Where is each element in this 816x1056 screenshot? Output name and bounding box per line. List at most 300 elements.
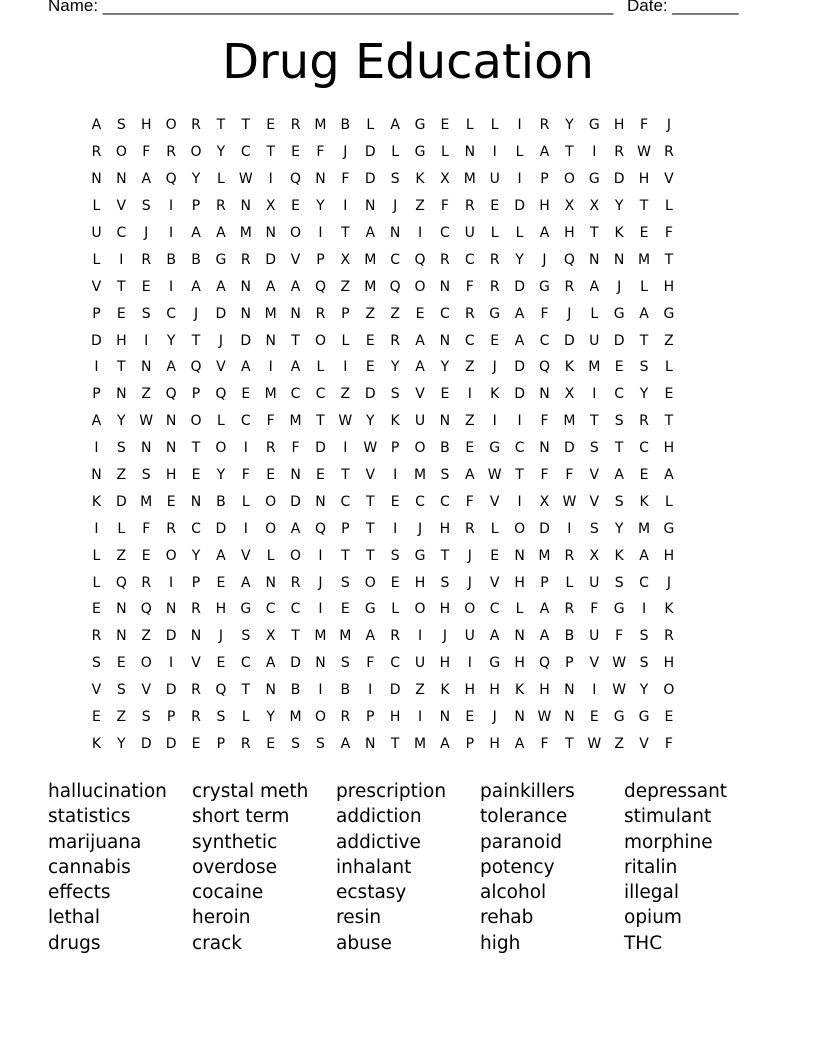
grid-letter[interactable]: R — [240, 735, 251, 752]
grid-letter[interactable]: P — [465, 735, 475, 752]
grid-letter[interactable]: R — [464, 198, 475, 215]
grid-letter[interactable]: G — [414, 144, 426, 161]
grid-letter[interactable]: G — [240, 601, 252, 618]
grid-letter[interactable]: J — [318, 574, 323, 591]
grid-letter[interactable]: A — [465, 467, 475, 484]
grid-letter[interactable]: W — [238, 171, 253, 188]
grid-letter[interactable]: E — [465, 709, 475, 726]
grid-letter[interactable]: Y — [515, 251, 524, 268]
grid-letter[interactable]: H — [439, 655, 451, 672]
grid-letter[interactable]: E — [589, 709, 599, 726]
grid-letter[interactable]: Z — [465, 359, 475, 376]
grid-letter[interactable]: I — [517, 117, 522, 134]
grid-letter[interactable]: N — [190, 493, 202, 510]
grid-letter[interactable]: I — [268, 171, 273, 188]
grid-letter[interactable]: N — [116, 628, 127, 645]
grid-letter[interactable]: E — [266, 735, 276, 752]
grid-letter[interactable]: A — [365, 628, 376, 645]
grid-letter[interactable]: N — [290, 305, 301, 322]
grid-letter[interactable]: X — [265, 628, 276, 645]
grid-letter[interactable]: D — [165, 682, 177, 699]
grid-letter[interactable]: O — [190, 144, 202, 161]
grid-letter[interactable]: Q — [165, 386, 177, 403]
grid-letter[interactable]: F — [540, 413, 549, 430]
grid-letter[interactable]: P — [191, 198, 201, 215]
grid-letter[interactable]: L — [515, 144, 524, 161]
grid-letter[interactable]: Q — [215, 682, 227, 699]
grid-letter[interactable]: Y — [614, 198, 624, 215]
grid-letter[interactable]: I — [417, 628, 423, 645]
grid-letter[interactable]: I — [243, 440, 248, 457]
grid-letter[interactable]: A — [340, 735, 351, 752]
grid-letter[interactable]: H — [489, 735, 500, 752]
grid-letter[interactable]: S — [340, 574, 350, 591]
grid-letter[interactable]: D — [115, 493, 127, 510]
grid-letter[interactable]: F — [664, 735, 673, 752]
grid-letter[interactable]: H — [514, 655, 525, 672]
grid-letter[interactable]: J — [467, 547, 472, 564]
grid-letter[interactable]: K — [390, 413, 400, 430]
grid-letter[interactable]: R — [539, 117, 550, 134]
grid-letter[interactable]: B — [290, 682, 301, 699]
grid-letter[interactable]: M — [239, 225, 252, 241]
grid-letter[interactable]: Y — [565, 117, 574, 134]
grid-letter[interactable]: K — [564, 359, 574, 376]
grid-letter[interactable]: E — [340, 601, 350, 618]
grid-letter[interactable]: L — [665, 359, 673, 376]
grid-letter[interactable]: B — [564, 628, 575, 645]
grid-letter[interactable]: N — [190, 628, 202, 645]
grid-letter[interactable]: X — [265, 198, 276, 215]
grid-letter[interactable]: P — [540, 171, 549, 188]
grid-letter[interactable]: I — [592, 144, 597, 161]
grid-letter[interactable]: E — [490, 547, 500, 564]
grid-letter[interactable]: N — [290, 467, 301, 484]
grid-letter[interactable]: L — [92, 574, 101, 591]
grid-letter[interactable]: C — [440, 225, 450, 241]
grid-letter[interactable]: J — [617, 278, 622, 295]
grid-letter[interactable]: P — [166, 709, 176, 726]
grid-letter[interactable]: G — [489, 305, 501, 322]
grid-letter[interactable]: K — [91, 735, 102, 752]
grid-letter[interactable]: D — [91, 332, 102, 349]
grid-letter[interactable]: K — [614, 547, 624, 564]
grid-letter[interactable]: N — [464, 144, 476, 161]
grid-letter[interactable]: V — [589, 493, 600, 510]
grid-letter[interactable]: D — [514, 359, 525, 376]
grid-letter[interactable]: N — [265, 682, 276, 699]
grid-letter[interactable]: E — [241, 386, 251, 403]
grid-letter[interactable]: E — [365, 359, 375, 376]
grid-letter[interactable]: U — [91, 225, 102, 241]
grid-letter[interactable]: W — [612, 682, 627, 699]
grid-letter[interactable]: H — [116, 332, 127, 349]
grid-letter[interactable]: L — [92, 198, 101, 215]
grid-letter[interactable]: C — [290, 386, 301, 403]
grid-letter[interactable]: N — [315, 493, 326, 510]
grid-letter[interactable]: E — [664, 709, 674, 726]
grid-letter[interactable]: X — [564, 386, 575, 403]
grid-letter[interactable]: Z — [340, 386, 351, 403]
grid-letter[interactable]: M — [637, 251, 651, 268]
grid-letter[interactable]: D — [165, 735, 177, 752]
grid-letter[interactable]: E — [116, 655, 126, 672]
grid-letter[interactable]: H — [215, 601, 227, 618]
grid-letter[interactable]: I — [343, 198, 348, 215]
grid-letter[interactable]: G — [489, 440, 501, 457]
grid-letter[interactable]: P — [191, 574, 201, 591]
grid-letter[interactable]: N — [564, 709, 575, 726]
grid-letter[interactable]: N — [140, 359, 152, 376]
grid-letter[interactable]: H — [539, 682, 550, 699]
grid-letter[interactable]: C — [639, 574, 649, 591]
grid-letter[interactable]: I — [318, 547, 323, 564]
grid-letter[interactable]: Z — [141, 386, 152, 403]
grid-letter[interactable]: S — [639, 655, 649, 672]
grid-letter[interactable]: V — [589, 467, 600, 484]
grid-letter[interactable]: B — [440, 440, 450, 457]
grid-letter[interactable]: N — [389, 225, 401, 241]
grid-letter[interactable]: Y — [191, 171, 201, 188]
grid-letter[interactable]: L — [665, 493, 673, 510]
grid-letter[interactable]: A — [191, 278, 201, 295]
grid-letter[interactable]: L — [92, 251, 101, 268]
grid-letter[interactable]: R — [564, 547, 575, 564]
grid-letter[interactable]: Q — [563, 251, 575, 268]
grid-letter[interactable]: N — [613, 251, 625, 268]
grid-letter[interactable]: A — [639, 547, 649, 564]
grid-letter[interactable]: E — [92, 709, 101, 726]
grid-letter[interactable]: M — [538, 547, 551, 564]
grid-letter[interactable]: I — [119, 251, 124, 268]
grid-letter[interactable]: U — [589, 332, 600, 349]
grid-letter[interactable]: G — [215, 251, 227, 268]
grid-letter[interactable]: V — [415, 386, 425, 403]
grid-letter[interactable]: K — [490, 386, 500, 403]
grid-letter[interactable]: Y — [117, 413, 126, 430]
grid-letter[interactable]: M — [140, 493, 153, 510]
grid-letter[interactable]: H — [663, 547, 675, 564]
grid-letter[interactable]: O — [265, 493, 277, 510]
grid-letter[interactable]: A — [216, 278, 226, 295]
grid-letter[interactable]: A — [290, 278, 301, 295]
grid-letter[interactable]: N — [165, 601, 177, 618]
grid-letter[interactable]: S — [216, 709, 226, 726]
grid-letter[interactable]: L — [341, 332, 350, 349]
grid-letter[interactable]: R — [464, 520, 475, 537]
grid-letter[interactable]: U — [464, 628, 475, 645]
grid-letter[interactable]: I — [517, 413, 522, 430]
grid-letter[interactable]: R — [340, 709, 351, 726]
grid-letter[interactable]: E — [365, 332, 375, 349]
grid-letter[interactable]: R — [664, 144, 674, 161]
grid-letter[interactable]: E — [141, 547, 151, 564]
grid-letter[interactable]: L — [241, 709, 250, 726]
grid-letter[interactable]: S — [340, 655, 350, 672]
grid-letter[interactable]: E — [465, 440, 475, 457]
date-field-label[interactable]: Date: _______ — [627, 0, 739, 15]
grid-letter[interactable]: L — [640, 278, 648, 295]
grid-letter[interactable]: U — [414, 655, 426, 672]
grid-letter[interactable]: N — [165, 440, 177, 457]
grid-letter[interactable]: H — [663, 278, 675, 295]
grid-letter[interactable]: H — [564, 225, 575, 241]
grid-letter[interactable]: V — [664, 171, 674, 188]
grid-letter[interactable]: S — [241, 628, 251, 645]
grid-letter[interactable]: E — [266, 117, 276, 134]
grid-letter[interactable]: H — [414, 574, 426, 591]
grid-letter[interactable]: N — [365, 735, 376, 752]
grid-letter[interactable]: A — [440, 735, 450, 752]
grid-letter[interactable]: L — [117, 520, 126, 537]
grid-letter[interactable]: I — [169, 655, 174, 672]
grid-letter[interactable]: S — [92, 655, 101, 672]
grid-letter[interactable]: T — [341, 467, 350, 484]
grid-letter[interactable]: F — [540, 467, 549, 484]
grid-letter[interactable]: M — [364, 251, 377, 268]
grid-letter[interactable]: H — [638, 171, 650, 188]
grid-letter[interactable]: T — [365, 547, 375, 564]
grid-letter[interactable]: L — [92, 547, 101, 564]
grid-letter[interactable]: T — [241, 117, 251, 134]
grid-letter[interactable]: C — [116, 225, 127, 241]
grid-letter[interactable]: Z — [465, 413, 475, 430]
grid-letter[interactable]: X — [440, 171, 450, 188]
grid-letter[interactable]: N — [91, 171, 102, 188]
grid-letter[interactable]: N — [240, 278, 252, 295]
grid-letter[interactable]: L — [565, 574, 574, 591]
grid-letter[interactable]: H — [489, 682, 500, 699]
grid-letter[interactable]: Z — [415, 198, 425, 215]
grid-letter[interactable]: D — [563, 332, 575, 349]
grid-letter[interactable]: V — [589, 655, 600, 672]
grid-letter[interactable]: N — [514, 709, 525, 726]
grid-letter[interactable]: I — [318, 601, 323, 618]
grid-letter[interactable]: F — [266, 413, 275, 430]
grid-letter[interactable]: E — [490, 332, 500, 349]
grid-letter[interactable]: I — [592, 682, 597, 699]
grid-letter[interactable]: S — [440, 467, 450, 484]
grid-letter[interactable]: V — [191, 655, 201, 672]
grid-letter[interactable]: C — [390, 655, 401, 672]
grid-letter[interactable]: P — [92, 386, 101, 403]
grid-letter[interactable]: S — [141, 467, 151, 484]
grid-letter[interactable]: F — [316, 144, 325, 161]
grid-letter[interactable]: P — [390, 440, 400, 457]
grid-letter[interactable]: O — [414, 440, 426, 457]
grid-letter[interactable]: R — [141, 574, 152, 591]
grid-letter[interactable]: B — [191, 251, 201, 268]
grid-letter[interactable]: Y — [166, 332, 176, 349]
grid-letter[interactable]: Y — [390, 359, 400, 376]
grid-letter[interactable]: L — [515, 601, 524, 618]
grid-letter[interactable]: R — [664, 628, 674, 645]
grid-letter[interactable]: H — [165, 467, 177, 484]
grid-letter[interactable]: Q — [215, 386, 227, 403]
grid-letter[interactable]: U — [414, 413, 426, 430]
grid-letter[interactable]: D — [539, 520, 550, 537]
grid-letter[interactable]: E — [639, 225, 649, 241]
grid-letter[interactable]: V — [241, 547, 251, 564]
grid-letter[interactable]: R — [191, 601, 201, 618]
grid-letter[interactable]: K — [415, 171, 425, 188]
grid-letter[interactable]: I — [169, 198, 174, 215]
grid-letter[interactable]: X — [340, 251, 351, 268]
grid-letter[interactable]: T — [291, 628, 300, 645]
grid-letter[interactable]: I — [94, 359, 99, 376]
grid-letter[interactable]: Q — [190, 359, 202, 376]
grid-letter[interactable]: M — [563, 413, 576, 430]
grid-letter[interactable]: I — [343, 359, 348, 376]
grid-letter[interactable]: W — [562, 493, 577, 510]
grid-letter[interactable]: O — [514, 520, 526, 537]
grid-letter[interactable]: A — [514, 332, 525, 349]
grid-letter[interactable]: G — [588, 117, 600, 134]
grid-letter[interactable]: W — [487, 467, 502, 484]
grid-letter[interactable]: W — [537, 709, 552, 726]
grid-letter[interactable]: N — [240, 305, 252, 322]
grid-letter[interactable]: I — [393, 467, 398, 484]
grid-letter[interactable]: C — [539, 332, 550, 349]
grid-letter[interactable]: D — [140, 735, 152, 752]
grid-letter[interactable]: O — [414, 278, 426, 295]
grid-letter[interactable]: N — [240, 198, 252, 215]
grid-letter[interactable]: R — [564, 278, 575, 295]
grid-letter[interactable]: R — [290, 117, 301, 134]
grid-letter[interactable]: M — [289, 709, 302, 726]
grid-letter[interactable]: O — [364, 574, 376, 591]
grid-letter[interactable]: C — [464, 332, 475, 349]
grid-letter[interactable]: E — [291, 144, 300, 161]
grid-letter[interactable]: T — [191, 440, 201, 457]
grid-letter[interactable]: S — [116, 440, 126, 457]
grid-letter[interactable]: D — [215, 520, 227, 537]
grid-letter[interactable]: C — [240, 655, 251, 672]
grid-letter[interactable]: D — [215, 305, 227, 322]
grid-letter[interactable]: T — [614, 440, 624, 457]
grid-letter[interactable]: S — [589, 440, 599, 457]
grid-letter[interactable]: M — [588, 359, 601, 376]
grid-letter[interactable]: D — [315, 440, 326, 457]
grid-letter[interactable]: U — [489, 171, 500, 188]
grid-letter[interactable]: S — [639, 628, 649, 645]
grid-letter[interactable]: N — [439, 278, 451, 295]
grid-letter[interactable]: A — [91, 117, 102, 134]
grid-letter[interactable]: V — [489, 493, 500, 510]
grid-letter[interactable]: J — [343, 144, 348, 161]
grid-letter[interactable]: S — [316, 735, 325, 752]
grid-letter[interactable]: W — [338, 413, 353, 430]
grid-letter[interactable]: Z — [664, 332, 674, 349]
grid-letter[interactable]: E — [664, 386, 674, 403]
grid-letter[interactable]: T — [341, 547, 350, 564]
grid-letter[interactable]: L — [490, 520, 499, 537]
grid-letter[interactable]: W — [637, 144, 651, 161]
grid-letter[interactable]: A — [539, 601, 550, 618]
grid-letter[interactable]: T — [291, 332, 300, 349]
grid-letter[interactable]: E — [141, 278, 151, 295]
grid-letter[interactable]: Y — [639, 386, 649, 403]
grid-letter[interactable]: D — [389, 682, 401, 699]
grid-letter[interactable]: J — [442, 628, 447, 645]
grid-letter[interactable]: N — [439, 413, 451, 430]
grid-letter[interactable]: J — [666, 117, 671, 134]
grid-letter[interactable]: F — [565, 467, 574, 484]
grid-letter[interactable]: O — [190, 413, 202, 430]
grid-letter[interactable]: N — [315, 171, 326, 188]
grid-letter[interactable]: T — [565, 144, 574, 161]
grid-letter[interactable]: A — [514, 305, 525, 322]
grid-letter[interactable]: Q — [314, 520, 326, 537]
grid-letter[interactable]: X — [589, 547, 600, 564]
grid-letter[interactable]: I — [343, 440, 348, 457]
grid-letter[interactable]: F — [142, 520, 151, 537]
grid-letter[interactable]: B — [340, 117, 351, 134]
grid-letter[interactable]: J — [193, 305, 199, 322]
grid-letter[interactable]: I — [318, 225, 323, 241]
grid-letter[interactable]: R — [166, 520, 176, 537]
grid-letter[interactable]: E — [440, 386, 450, 403]
grid-letter[interactable]: I — [169, 278, 174, 295]
grid-letter[interactable]: F — [366, 655, 375, 672]
grid-letter[interactable]: Y — [266, 709, 275, 726]
grid-letter[interactable]: H — [389, 709, 401, 726]
grid-letter[interactable]: F — [142, 144, 151, 161]
grid-letter[interactable]: C — [290, 601, 301, 618]
grid-letter[interactable]: T — [216, 117, 226, 134]
grid-letter[interactable]: T — [316, 413, 325, 430]
grid-letter[interactable]: B — [216, 493, 226, 510]
grid-letter[interactable]: G — [663, 520, 675, 537]
grid-letter[interactable]: F — [640, 117, 649, 134]
grid-letter[interactable]: N — [564, 682, 575, 699]
grid-letter[interactable]: Q — [538, 655, 550, 672]
grid-letter[interactable]: S — [390, 171, 400, 188]
grid-letter[interactable]: F — [590, 601, 599, 618]
grid-letter[interactable]: G — [414, 547, 426, 564]
grid-letter[interactable]: L — [441, 144, 449, 161]
grid-letter[interactable]: Z — [390, 305, 400, 322]
grid-letter[interactable]: J — [417, 520, 423, 537]
grid-letter[interactable]: G — [638, 709, 650, 726]
grid-letter[interactable]: N — [539, 440, 550, 457]
grid-letter[interactable]: O — [314, 709, 326, 726]
grid-letter[interactable]: H — [663, 440, 675, 457]
grid-letter[interactable]: A — [216, 225, 226, 241]
grid-letter[interactable]: S — [141, 198, 151, 215]
grid-letter[interactable]: P — [92, 305, 101, 322]
grid-letter[interactable]: I — [169, 225, 174, 241]
grid-letter[interactable]: R — [639, 413, 649, 430]
grid-letter[interactable]: J — [218, 332, 223, 349]
grid-letter[interactable]: Z — [116, 547, 127, 564]
grid-letter[interactable]: R — [564, 601, 575, 618]
grid-letter[interactable]: L — [366, 117, 375, 134]
grid-letter[interactable]: U — [589, 628, 600, 645]
grid-letter[interactable]: Q — [165, 171, 177, 188]
grid-letter[interactable]: C — [240, 413, 251, 430]
grid-letter[interactable]: Q — [389, 278, 401, 295]
grid-letter[interactable]: A — [415, 359, 425, 376]
grid-letter[interactable]: M — [314, 117, 327, 134]
grid-letter[interactable]: K — [440, 682, 450, 699]
grid-letter[interactable]: Z — [365, 305, 376, 322]
grid-letter[interactable]: O — [563, 171, 575, 188]
grid-letter[interactable]: M — [289, 413, 302, 430]
grid-letter[interactable]: Z — [415, 682, 425, 699]
grid-letter[interactable]: N — [265, 574, 276, 591]
grid-letter[interactable]: C — [440, 305, 450, 322]
